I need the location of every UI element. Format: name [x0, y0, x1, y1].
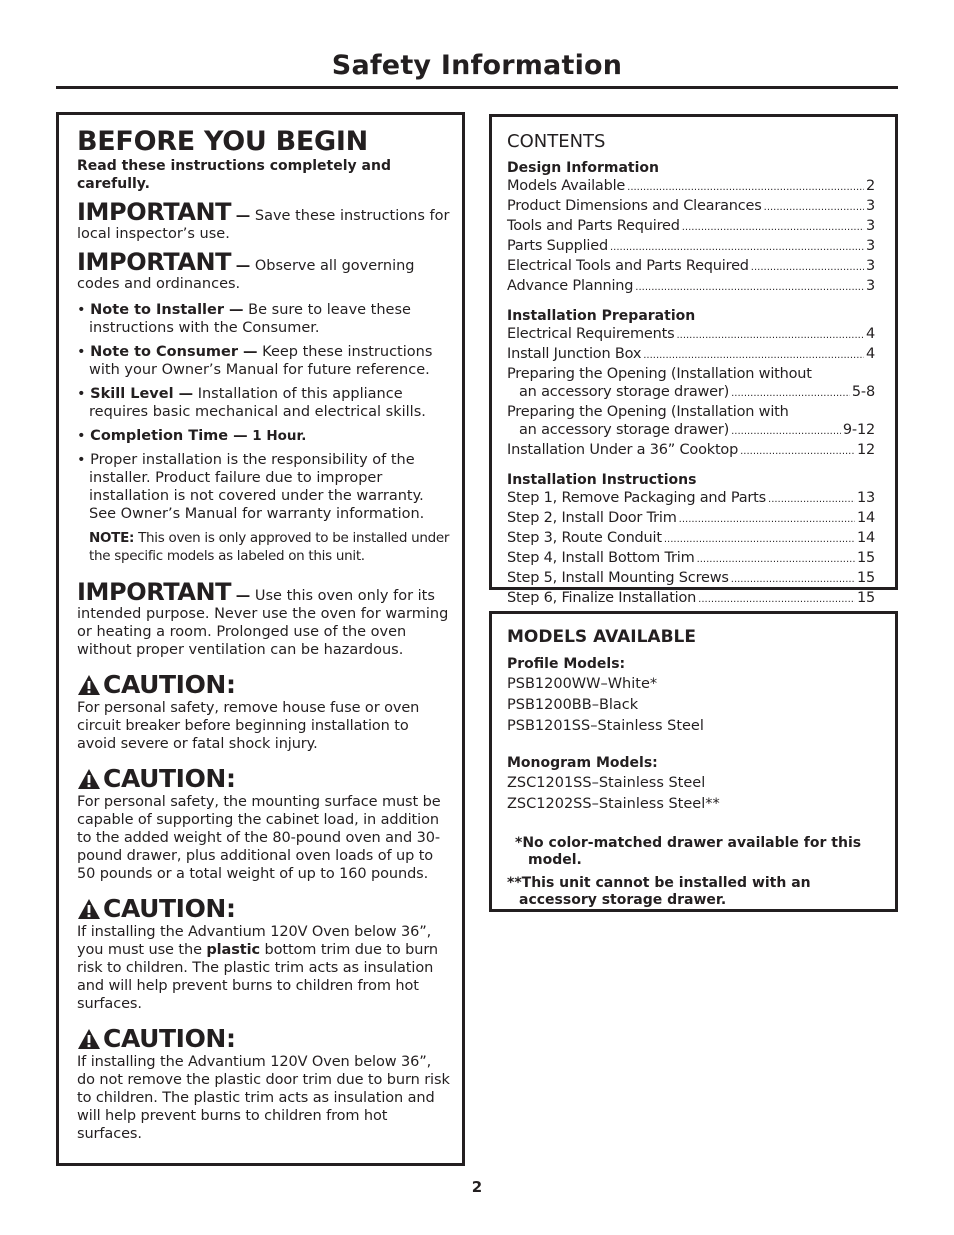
toc-entry-label: Preparing the Opening (Installation with: [507, 404, 789, 420]
toc-page-number: 3: [865, 198, 875, 214]
toc-page-number: 9-12: [842, 422, 875, 438]
toc-entry-label: Install Junction Box: [507, 346, 642, 362]
profile-models-heading: Profile Models:: [507, 656, 626, 672]
toc-page-number: 14: [856, 530, 875, 546]
toc-entry: [507, 277, 875, 297]
note-text: Keep these instructions with your Owner’s Manual for future reference.: [89, 344, 433, 378]
toc-page-number: 2: [865, 178, 875, 194]
important-intended-purpose: [77, 578, 452, 659]
toc-entry-label: Advance Planning: [507, 278, 634, 294]
before-you-begin-subtitle: Read these instructions completely and carefully.: [77, 158, 391, 192]
note-label: Note to Installer —: [90, 302, 244, 318]
toc-leader-dots: [751, 259, 864, 277]
toc-page-number: 3: [865, 258, 875, 274]
toc-leader-dots: [676, 327, 864, 345]
toc-entry-continuation: [507, 383, 875, 403]
toc-group-heading: Installation Instructions: [507, 472, 697, 488]
toc-entry-label: Step 5, Install Mounting Screws: [507, 570, 729, 586]
important-keyword: IMPORTANT: [77, 578, 232, 606]
toc-page-number: 12: [856, 442, 875, 458]
toc-entry-label: an accessory storage drawer): [519, 384, 730, 400]
toc-page-number: 5-8: [851, 384, 875, 400]
toc-page-number: 3: [865, 238, 875, 254]
toc-group-heading: Installation Preparation: [507, 308, 696, 324]
note-text: Installation of this appliance requires basic mechanical and electrical skills.: [89, 386, 426, 420]
toc-entry-label: Tools and Parts Required: [507, 218, 680, 234]
toc-entry-label: Product Dimensions and Clearances: [507, 198, 762, 214]
note-label: Completion Time —: [90, 428, 248, 444]
toc-entry: [507, 365, 875, 383]
toc-leader-dots: [768, 491, 855, 509]
toc-leader-dots: [664, 531, 855, 549]
toc-entry: [507, 589, 875, 609]
toc-entry: [507, 197, 875, 217]
model-item: ZSC1202SS–Stainless Steel**: [507, 796, 720, 812]
toc-entry: [507, 529, 875, 549]
important-text: Save these instructions for local inspector’s use.: [77, 208, 450, 242]
note-text: 1 Hour.: [252, 428, 307, 444]
toc-entry-label: Installation Under a 36” Cooktop: [507, 442, 739, 458]
toc-entry: [507, 257, 875, 277]
toc-entry: [507, 509, 875, 529]
caution-block-bottom-trim: [77, 895, 452, 1013]
important-save-instructions: [77, 198, 452, 243]
note-item-consumer: • Note to Consumer — Keep these instructions with your Owner’s Manual for future reference.: [77, 344, 433, 378]
caution-heading: CAUTION:: [103, 894, 236, 923]
toc-page-number: 15: [856, 570, 875, 586]
caution-text: For personal safety, remove house fuse or oven circuit breaker before beginning installation to avoid severe or fatal shock injury.: [77, 700, 420, 752]
note-item-installer: • Note to Installer — Be sure to leave these instructions with the Consumer.: [77, 302, 411, 336]
toc-entry-label: Step 2, Install Door Trim: [507, 510, 677, 526]
warning-triangle-icon: [77, 674, 101, 696]
caution-text: If installing the Advantium 120V Oven below 36”, you must use the plastic bottom trim due to burn risk to children. The plastic trim acts as insulation and will help prevent burns to children from hot surfaces.: [77, 924, 439, 1012]
caution-heading: CAUTION:: [103, 764, 236, 793]
toc-leader-dots: [698, 591, 855, 609]
toc-group: [507, 159, 875, 297]
toc-leader-dots: [731, 385, 850, 403]
toc-page-number: 4: [865, 326, 875, 342]
important-dash: —: [235, 258, 251, 274]
important-text: Observe all governing codes and ordinances.: [77, 258, 415, 292]
note-label: Skill Level —: [90, 386, 194, 402]
contents-heading: CONTENTS: [507, 131, 606, 152]
installation-notes-list: [77, 301, 452, 523]
toc-entry-label: Step 1, Remove Packaging and Parts: [507, 490, 767, 506]
caution-heading: CAUTION:: [103, 670, 236, 699]
toc-leader-dots: [610, 239, 864, 257]
note-text: Be sure to leave these instructions with the Consumer.: [89, 302, 411, 336]
toc-entry-label: Electrical Tools and Parts Required: [507, 258, 749, 274]
toc-leader-dots: [731, 571, 855, 589]
important-governing-codes: [77, 248, 452, 293]
toc-entry-continuation: [507, 421, 875, 441]
toc-entry-label: Preparing the Opening (Installation without: [507, 366, 812, 382]
caution-heading: CAUTION:: [103, 1024, 236, 1053]
toc-leader-dots: [697, 551, 855, 569]
footnote-no-accessory: **This unit cannot be installed with an accessory storage drawer.: [507, 875, 811, 908]
toc-page-number: 4: [865, 346, 875, 362]
toc-entry-label: Step 6, Finalize Installation: [507, 590, 697, 606]
toc-leader-dots: [679, 511, 855, 529]
important-dash: —: [235, 208, 251, 224]
table-of-contents: [507, 159, 875, 609]
models-available-panel: [489, 611, 898, 912]
toc-leader-dots: [764, 199, 864, 217]
important-text: Use this oven only for its intended purpose. Never use the oven for warming or heating a room. Prolonged use of the oven without proper ventilation can be hazardous.: [77, 588, 449, 658]
approval-note: [89, 529, 452, 565]
toc-entry: [507, 325, 875, 345]
important-keyword: IMPORTANT: [77, 248, 232, 276]
toc-group: [507, 471, 875, 609]
toc-group: [507, 307, 875, 461]
caution-block-door-trim: [77, 1025, 452, 1143]
toc-entry-label: Electrical Requirements: [507, 326, 675, 342]
note-item-completion-time: • Completion Time — 1 Hour.: [77, 428, 307, 444]
toc-entry: [507, 177, 875, 197]
warning-triangle-icon: [77, 1028, 101, 1050]
page-number: 2: [471, 1178, 483, 1196]
caution-block-mounting-surface: [77, 765, 452, 883]
caution-text: For personal safety, the mounting surface must be capable of supporting the cabinet load, in addition to the added weight of the 80-pound oven and 30-pound drawer, plus additional oven loads of up to 50 pounds or a total weight of up to 160 pounds.: [77, 794, 441, 882]
note-item-responsibility: • Proper installation is the responsibility of the installer. Product failure due to improper installation is not covered under the warranty. See Owner’s Manual for warranty information.: [77, 452, 425, 522]
toc-entry-label: Step 4, Install Bottom Trim: [507, 550, 695, 566]
before-you-begin-heading: BEFORE YOU BEGIN: [77, 126, 368, 157]
toc-leader-dots: [731, 423, 841, 441]
toc-page-number: 3: [865, 278, 875, 294]
toc-leader-dots: [682, 219, 864, 237]
toc-page-number: 3: [865, 218, 875, 234]
toc-leader-dots: [740, 443, 855, 461]
toc-entry-label: Step 3, Route Conduit: [507, 530, 662, 546]
toc-entry: [507, 569, 875, 589]
caution-text: If installing the Advantium 120V Oven below 36”, do not remove the plastic door trim due to burn risk to children. The plastic trim acts as insulation and will help prevent burns to children from hot surfaces.: [77, 1054, 450, 1142]
toc-group-heading: Design Information: [507, 160, 660, 176]
toc-entry: [507, 549, 875, 569]
models-heading: MODELS AVAILABLE: [507, 627, 696, 647]
toc-leader-dots: [627, 179, 864, 197]
toc-entry: [507, 489, 875, 509]
toc-entry: [507, 217, 875, 237]
toc-page-number: 15: [856, 550, 875, 566]
toc-page-number: 13: [856, 490, 875, 506]
toc-page-number: 15: [856, 590, 875, 606]
toc-entry: [507, 403, 875, 421]
page-title: Safety Information: [331, 50, 623, 81]
caution-block-shock: [77, 671, 452, 753]
note-label: Note to Consumer —: [90, 344, 258, 360]
contents-panel: [489, 114, 898, 606]
note-body: This oven is only approved to be installed under the specific models as labeled on this unit.: [89, 530, 450, 564]
caution-emphasis: plastic: [206, 942, 260, 958]
important-keyword: IMPORTANT: [77, 198, 232, 226]
note-item-skill-level: • Skill Level — Installation of this appliance requires basic mechanical and electrical skills.: [77, 386, 426, 420]
toc-entry-label: an accessory storage drawer): [519, 422, 730, 438]
monogram-models-heading: Monogram Models:: [507, 755, 658, 771]
warning-triangle-icon: [77, 768, 101, 790]
model-item: PSB1200BB–Black: [507, 697, 639, 713]
toc-leader-dots: [643, 347, 864, 365]
before-you-begin-panel: [56, 112, 465, 1166]
important-dash: —: [235, 588, 251, 604]
toc-leader-dots: [635, 279, 864, 297]
model-item: PSB1201SS–Stainless Steel: [507, 718, 704, 734]
toc-entry-label: Models Available: [507, 178, 626, 194]
toc-entry: [507, 237, 875, 257]
toc-page-number: 14: [856, 510, 875, 526]
model-item: PSB1200WW–White*: [507, 676, 658, 692]
note-text: Proper installation is the responsibility of the installer. Product failure due to improper installation is not covered under the warranty. See Owner’s Manual for warranty information.: [89, 452, 425, 522]
footnote-no-drawer: *No color-matched drawer available for this model.: [515, 835, 862, 868]
toc-entry: [507, 441, 875, 461]
model-item: ZSC1201SS–Stainless Steel: [507, 775, 706, 791]
toc-entry: [507, 345, 875, 365]
note-prefix: NOTE:: [89, 530, 135, 546]
title-rule: [56, 86, 898, 89]
toc-entry-label: Parts Supplied: [507, 238, 608, 254]
warning-triangle-icon: [77, 898, 101, 920]
